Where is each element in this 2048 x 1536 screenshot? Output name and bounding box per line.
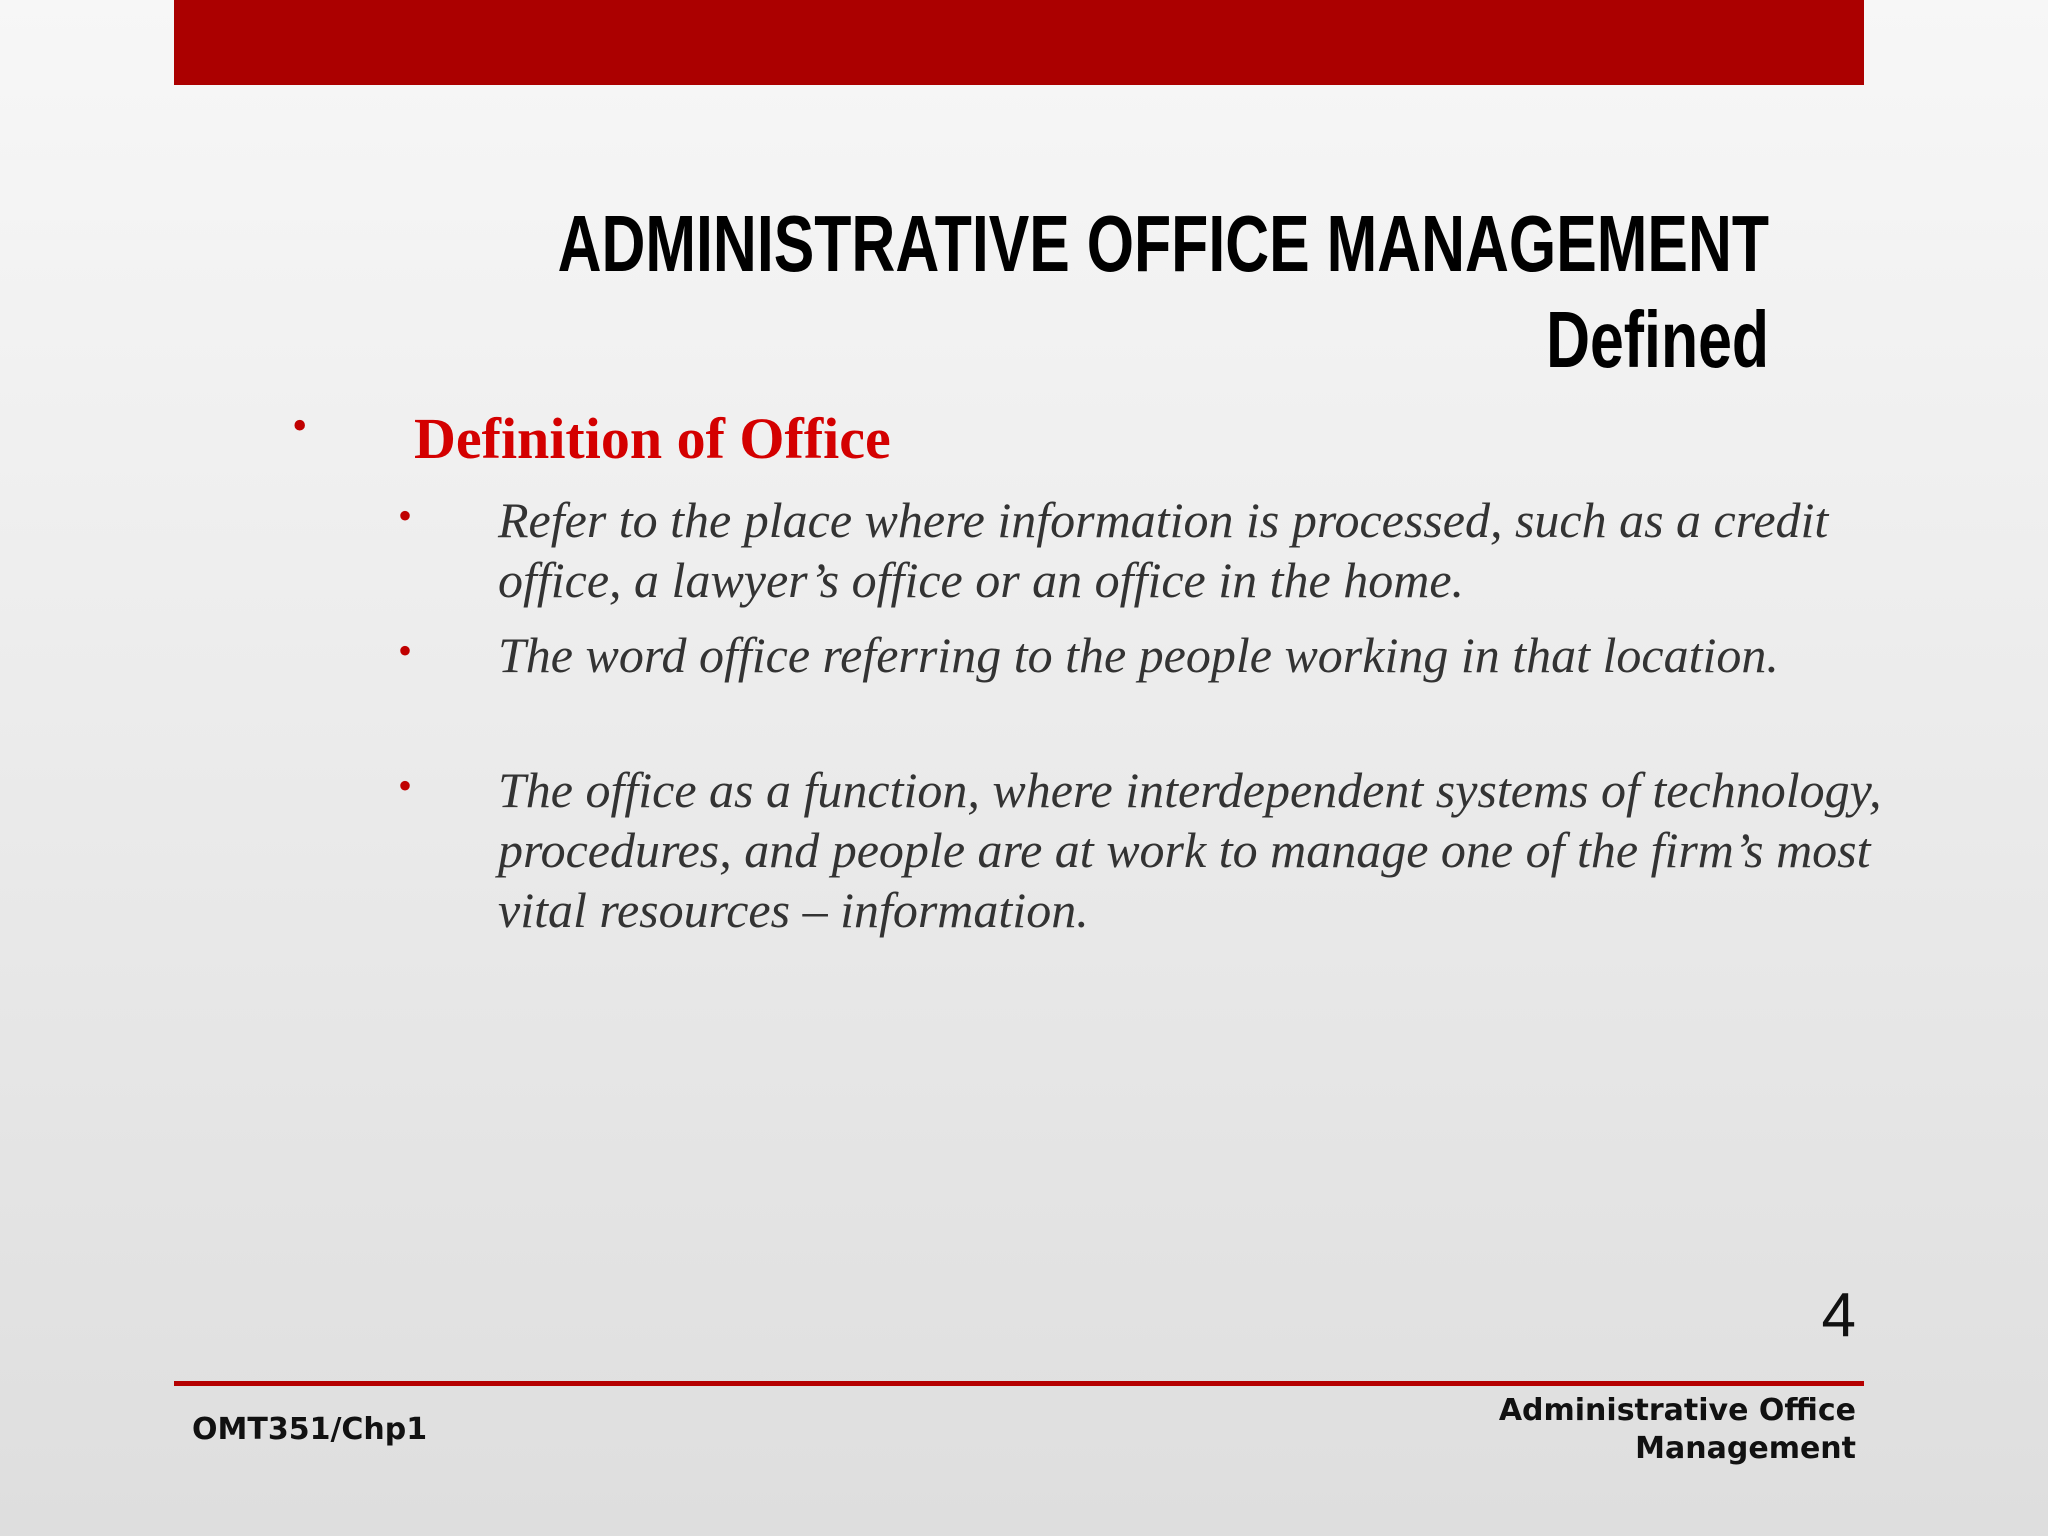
list-item-text: Refer to the place where information is processed, such as a credit office, a lawyer’s office or an office in the home. (498, 492, 1829, 608)
slide-title-line-2: Defined (1546, 295, 1769, 384)
page-number: 4 (1821, 1281, 1856, 1350)
bullet-icon: • (398, 763, 413, 808)
bullet-icon: • (398, 628, 413, 673)
list-item-text: The word office referring to the people working in that location. (498, 627, 1779, 683)
footer-course-title-line-1: Administrative Office (1498, 1393, 1856, 1428)
list-item-text: The office as a function, where interdependent systems of technology, procedures, and people are at work to manage one of the firm’s most vital resources – information. (498, 762, 1882, 938)
slide-title-line-1: ADMINISTRATIVE OFFICE MANAGEMENT (557, 199, 1769, 288)
footer-course-title-line-2: Management (1635, 1431, 1856, 1466)
footer-course-title (1256, 1392, 1856, 1468)
definition-heading: Definition of Office (414, 406, 891, 471)
bullet-icon: • (292, 401, 308, 450)
bullet-icon: • (398, 493, 413, 538)
footer-course-code: OMT351/Chp1 (192, 1412, 428, 1447)
footer-divider (174, 1381, 1864, 1386)
